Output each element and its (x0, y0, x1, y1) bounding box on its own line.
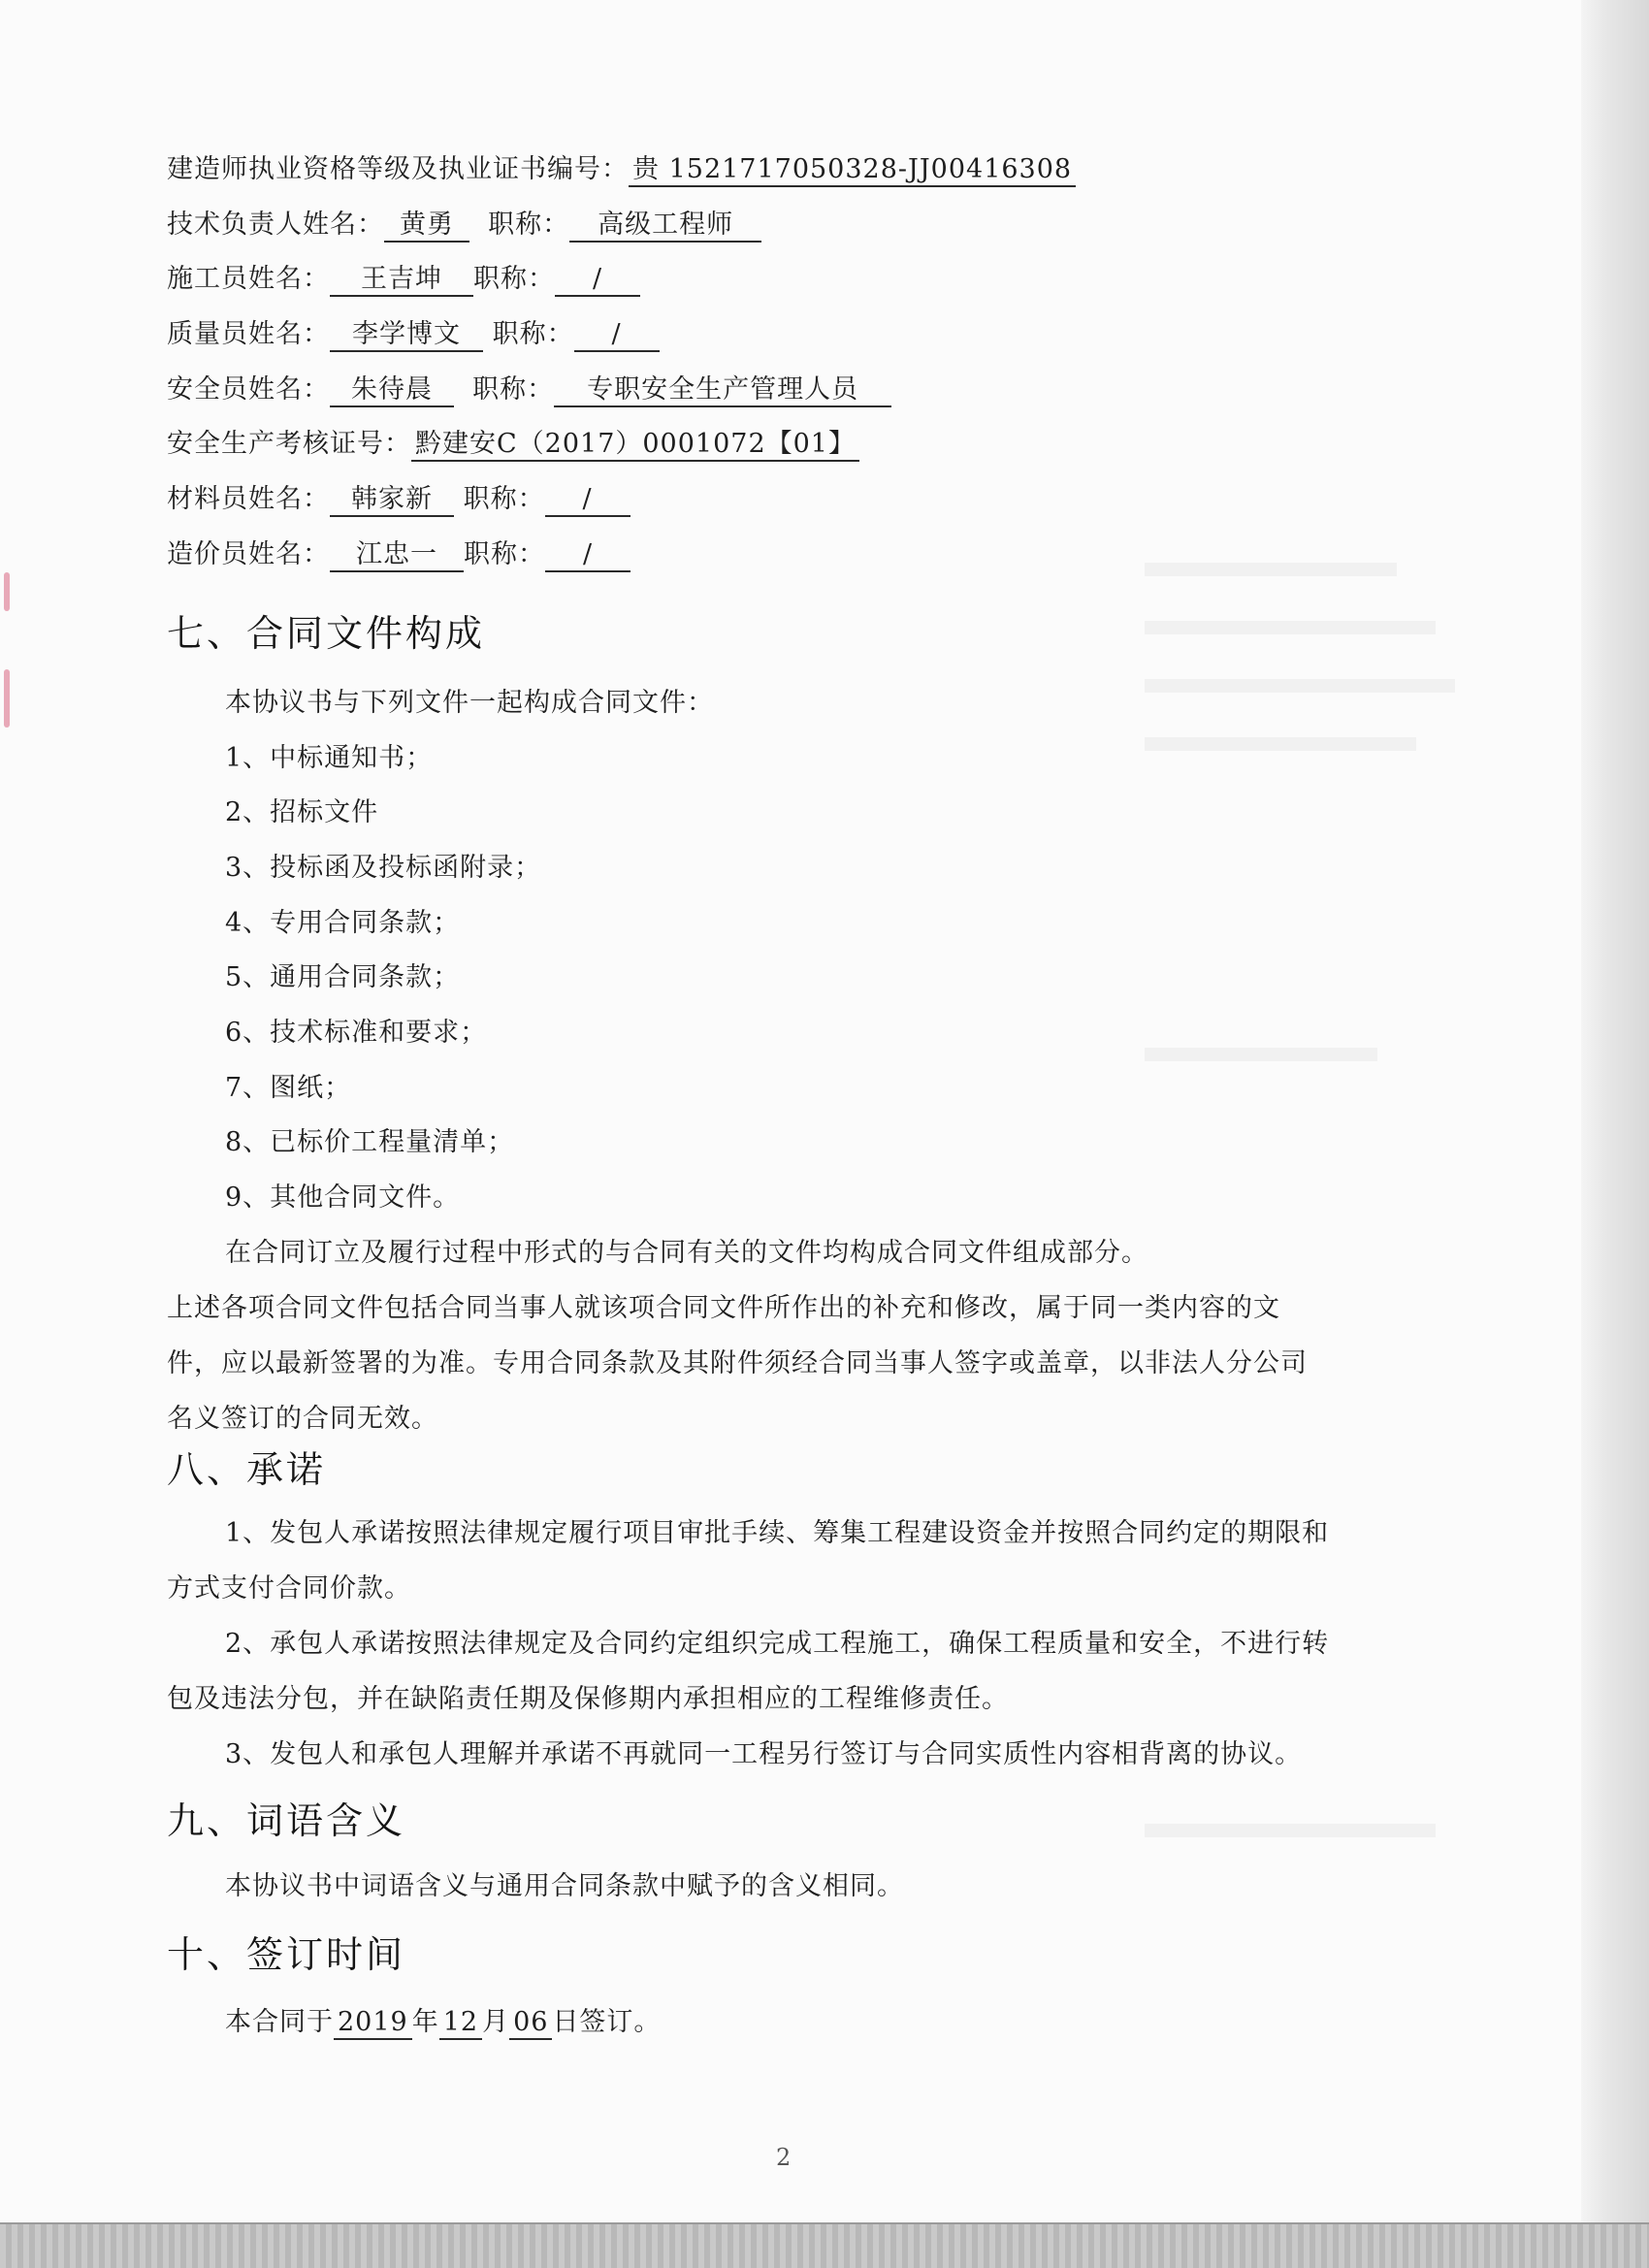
tech-title-label: 职称： (488, 210, 570, 240)
date-day-unit: 日签订。 (552, 2007, 662, 2037)
safety-name: 朱待晨 (330, 374, 454, 407)
date-day: 06 (509, 2007, 552, 2040)
list-item: 5、通用合同条款； (225, 962, 461, 992)
quality-line (167, 315, 660, 354)
list-item: 7、图纸； (225, 1073, 352, 1103)
section7-intro: 本协议书与下列文件一起构成合同文件： (225, 688, 714, 718)
material-label: 材料员姓名： (167, 484, 330, 514)
safety-cert-line (167, 425, 859, 464)
section7-para1: 在合同订立及履行过程中形式的与合同有关的文件均构成合同文件组成部分。 (225, 1238, 1148, 1268)
list-item: 3、投标函及投标函附录； (225, 853, 542, 883)
cost-name: 江忠一 (330, 539, 464, 572)
tech-line (167, 206, 761, 244)
date-prefix: 本合同于 (225, 2007, 334, 2037)
scan-bottom-edge (0, 2222, 1649, 2268)
construct-name: 王吉坤 (330, 264, 473, 297)
construct-line (167, 260, 640, 299)
cost-title: / (545, 539, 630, 572)
safety-label: 安全员姓名： (167, 374, 330, 405)
construct-title-label: 职称： (473, 264, 555, 294)
cost-title-label: 职称： (464, 539, 545, 569)
section8-p1: 1、发包人承诺按照法律规定履行项目审批手续、筹集工程建设资金并按照合同约定的期限和方式支付合同价款。 (167, 1518, 1330, 1604)
list-item: 4、专用合同条款； (225, 908, 461, 938)
cost-label: 造价员姓名： (167, 539, 330, 569)
scan-mark (4, 669, 10, 728)
cert-label: 建造师执业资格等级及执业证书编号： (167, 154, 629, 184)
tech-title: 高级工程师 (569, 210, 761, 243)
bleed-through-block (1145, 1048, 1377, 1061)
quality-name: 李学博文 (330, 319, 483, 352)
list-item: 2、招标文件 (225, 797, 379, 827)
scan-right-edge (1581, 0, 1649, 2268)
section8-p2: 2、承包人承诺按照法律规定及合同约定组织完成工程施工，确保工程质量和安全，不进行转包及违法分包，并在缺陷责任期及保修期内承担相应的工程维修责任。 (167, 1629, 1330, 1714)
signing-date-line (225, 2003, 661, 2042)
list-item: 8、已标价工程量清单； (225, 1127, 515, 1157)
tech-label: 技术负责人姓名： (167, 210, 384, 240)
bleed-through-block (1145, 679, 1455, 693)
tech-name: 黄勇 (384, 210, 469, 243)
material-name: 韩家新 (330, 484, 454, 517)
section8-heading: 八、承诺 (167, 1448, 327, 1491)
page-number: 2 (776, 2144, 792, 2171)
date-year-unit: 年 (411, 2007, 439, 2037)
section9-heading: 九、词语含义 (167, 1799, 406, 1842)
list-item: 9、其他合同文件。 (225, 1183, 461, 1213)
bleed-through-block (1145, 1824, 1436, 1837)
safety-line (167, 371, 891, 409)
list-item: 1、中标通知书； (225, 743, 434, 773)
section7-para2: 上述各项合同文件包括合同当事人就该项合同文件所作出的补充和修改，属于同一类内容的文件，应以最新签署的为准。专用合同条款及其附件须经合同当事人签字或盖章，以非法人分公司名义签订的合同无效。 (167, 1293, 1308, 1434)
section10-heading: 十、签订时间 (167, 1933, 406, 1976)
construct-label: 施工员姓名： (167, 264, 330, 294)
section8-p3: 3、发包人和承包人理解并承诺不再就同一工程另行签订与合同实质性内容相背离的协议。 (225, 1739, 1303, 1769)
safety-title-label: 职称： (472, 374, 555, 405)
bleed-through-block (1145, 737, 1416, 751)
cert-line (167, 150, 1076, 189)
section7-heading: 七、合同文件构成 (167, 612, 486, 655)
safety-cert-value: 黔建安C（2017）0001072【01】 (411, 429, 859, 462)
material-title: / (545, 484, 630, 517)
safety-cert-label: 安全生产考核证号： (167, 429, 411, 459)
cost-line (167, 535, 630, 574)
quality-title: / (574, 319, 660, 352)
scan-mark (4, 572, 10, 611)
material-title-label: 职称： (463, 484, 545, 514)
construct-title: / (555, 264, 640, 297)
section9-p1: 本协议书中词语含义与通用合同条款中赋予的含义相同。 (225, 1871, 904, 1901)
date-month-unit: 月 (482, 2007, 510, 2037)
bleed-through-block (1145, 563, 1397, 576)
safety-title: 专职安全生产管理人员 (554, 374, 891, 407)
cert-value: 贵 1521717050328-JJ00416308 (629, 154, 1076, 187)
bleed-through-block (1145, 621, 1436, 634)
quality-title-label: 职称： (492, 319, 574, 349)
date-year: 2019 (334, 2007, 412, 2040)
material-line (167, 480, 630, 519)
list-item: 6、技术标准和要求； (225, 1018, 488, 1048)
date-month: 12 (439, 2007, 482, 2040)
quality-label: 质量员姓名： (167, 319, 330, 349)
